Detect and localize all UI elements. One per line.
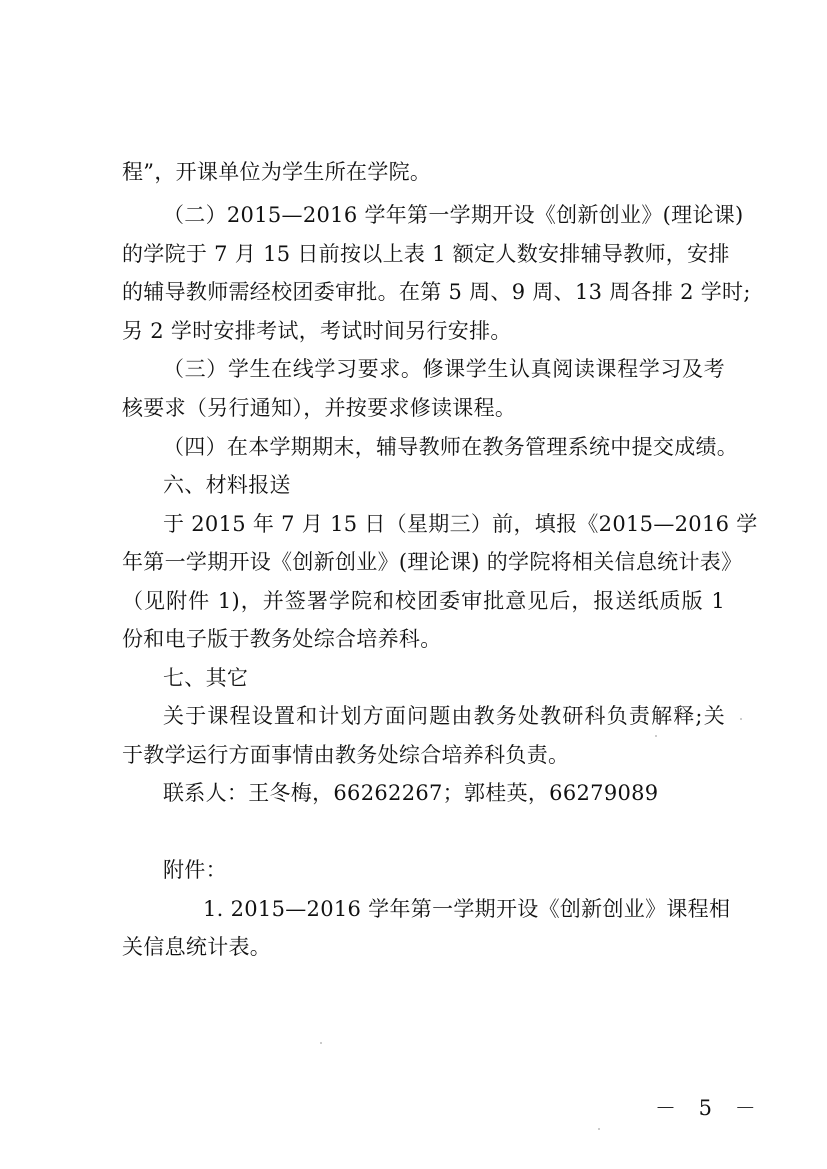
text-line-item-2-end: 另 2 学时安排考试，考试时间另行安排。	[122, 319, 512, 343]
text-line-materials-cont: 年第一学期开设《创新创业》(理论课) 的学院将相关信息统计表》	[122, 550, 743, 574]
attachment-item-1: 1. 2015—2016 学年第一学期开设《创新创业》课程相	[203, 897, 731, 921]
section-heading-other: 七、其它	[163, 666, 249, 690]
text-line-materials-cont: （见附件 1)，并签署学院和校团委审批意见后，报送纸质版 1	[122, 589, 725, 613]
text-line-item-2-cont: 的学院于 7 月 15 日前按以上表 1 额定人数安排辅导教师，安排	[122, 242, 730, 266]
text-line-item-3-end: 核要求（另行通知），并按要求修读课程。	[122, 396, 517, 420]
section-heading-materials: 六、材料报送	[163, 473, 291, 497]
attachment-item-1-end: 关信息统计表。	[122, 935, 272, 959]
text-line-item-2-cont: 的辅导教师需经校团委审批。在第 5 周、9 周、13 周各排 2 学时;	[122, 280, 751, 304]
contact-line: 联系人：王冬梅，66262267；郭桂英，66279089	[163, 781, 659, 805]
text-line-materials-end: 份和电子版于教务处综合培养科。	[122, 627, 442, 651]
text-line-materials: 于 2015 年 7 月 15 日（星期三）前，填报《2015—2016 学	[163, 512, 758, 536]
text-line-other: 关于课程设置和计划方面问题由教务处教研科负责解释;关	[163, 704, 725, 728]
scan-speck	[740, 718, 742, 720]
text-line-item-2: （二）2015—2016 学年第一学期开设《创新创业》(理论课)	[163, 203, 744, 227]
text-line-item-3: （三）学生在线学习要求。修课学生认真阅读课程学习及考	[163, 357, 725, 381]
text-line-other-end: 于教学运行方面事情由教务处综合培养科负责。	[122, 743, 570, 767]
text-line-item-4: （四）在本学期期末，辅导教师在教务管理系统中提交成绩。	[163, 435, 739, 459]
page-number: － 5 －	[655, 1096, 764, 1120]
attachment-label: 附件：	[163, 858, 227, 882]
scan-speck	[655, 735, 657, 737]
scan-speck	[598, 1128, 600, 1130]
text-line-continuation: 程”，开课单位为学生所在学院。	[122, 160, 432, 184]
scan-speck	[320, 1042, 322, 1044]
